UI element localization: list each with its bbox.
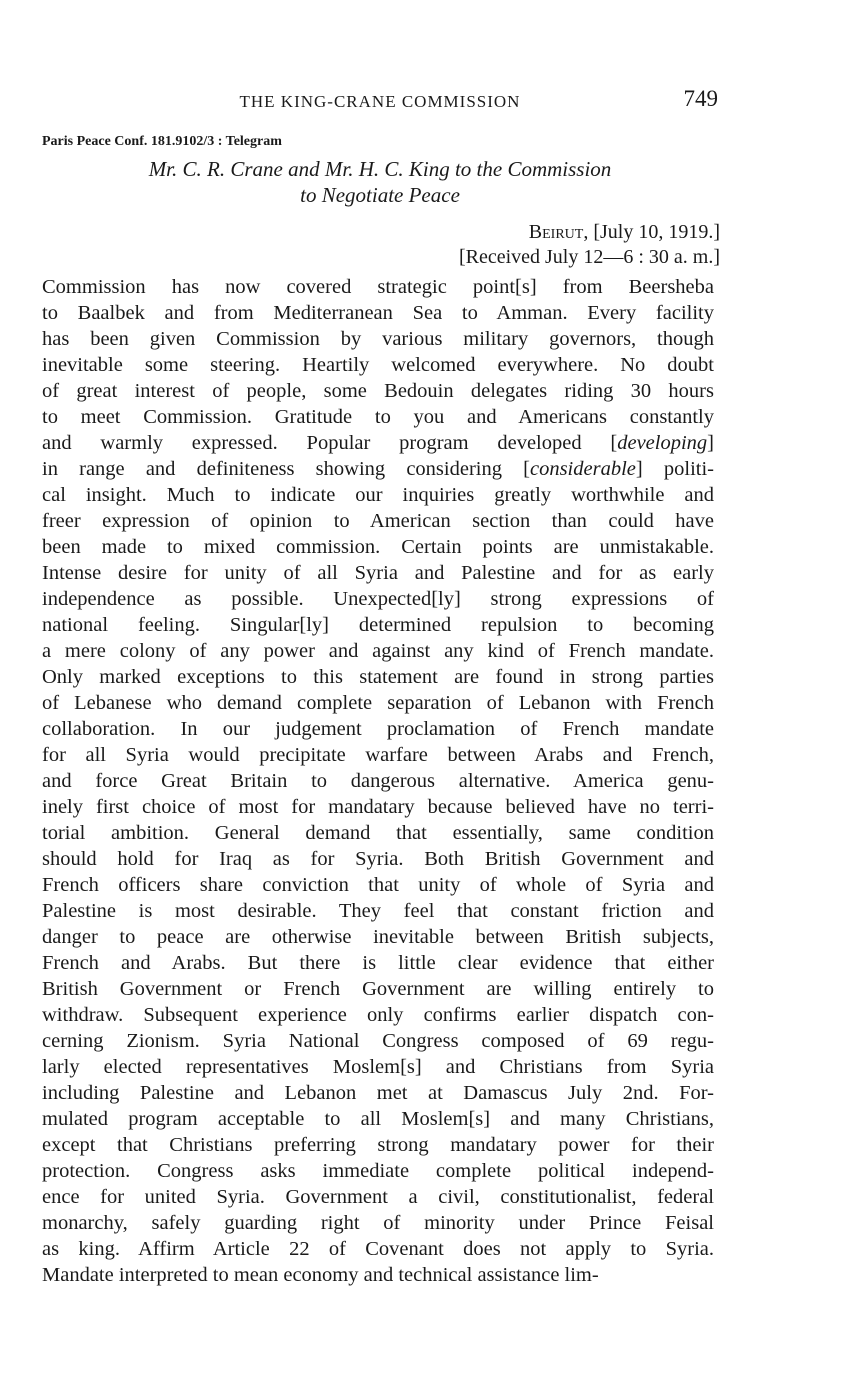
body-line: Mandate interpreted to mean economy and technical assistance lim- xyxy=(42,1264,599,1286)
body-line: except that Christians preferring strong mandatary power for their xyxy=(42,1134,714,1156)
body-line: and force Great Britain to dangerous alternative. America genu- xyxy=(42,770,714,792)
body-line: national feeling. Singular[ly] determined repulsion to becoming xyxy=(42,614,714,636)
dateline-place: Beirut xyxy=(528,221,584,243)
dateline-date: , [July 10, 1919.] xyxy=(583,221,720,243)
body-line: should hold for Iraq as for Syria. Both British Government and xyxy=(42,848,714,870)
body-line: British Government or French Government are willing entirely to xyxy=(42,978,714,1000)
body-line: larly elected representatives Moslem[s] and Christians from Syria xyxy=(42,1056,714,1078)
body-line: in range and definiteness showing considering [considerable] politi- xyxy=(42,458,715,480)
body-line: mulated program acceptable to all Moslem[s] and many Christians, xyxy=(42,1108,714,1130)
body-line: French and Arabs. But there is little clear evidence that either xyxy=(42,952,714,974)
body-line: has been given Commission by various military governors, though xyxy=(42,328,714,350)
body-line: as king. Affirm Article 22 of Covenant does not apply to Syria. xyxy=(42,1238,714,1260)
body-line: cerning Zionism. Syria National Congress composed of 69 regu- xyxy=(42,1030,714,1052)
body-line: ence for united Syria. Government a civil, constitutionalist, federal xyxy=(42,1186,714,1208)
body-line: monarchy, safely guarding right of minority under Prince Feisal xyxy=(42,1212,714,1234)
running-head xyxy=(42,84,718,114)
body-line: collaboration. In our judgement proclamation of French mandate xyxy=(42,718,714,740)
body-line: to Baalbek and from Mediterranean Sea to Amman. Every facility xyxy=(42,302,714,324)
body-line: torial ambition. General demand that essentially, same condition xyxy=(42,822,714,844)
body-line: been made to mixed commission. Certain points are unmistakable. xyxy=(42,536,714,558)
body-line: withdraw. Subsequent experience only confirms earlier dispatch con- xyxy=(42,1004,714,1026)
body-line: danger to peace are otherwise inevitable between British subjects, xyxy=(42,926,714,948)
document-title-line-1: Mr. C. R. Crane and Mr. H. C. King to the Commission xyxy=(148,157,612,181)
body-line: for all Syria would precipitate warfare between Arabs and French, xyxy=(42,744,714,766)
body-line: including Palestine and Lebanon met at Damascus July 2nd. For- xyxy=(42,1082,714,1104)
body-line: Intense desire for unity of all Syria and Palestine and for as early xyxy=(42,562,714,584)
dateline-sent xyxy=(320,220,720,245)
body-line: inevitable some steering. Heartily welcomed everywhere. No doubt xyxy=(42,354,714,376)
telegram-body xyxy=(42,274,714,1288)
dateline-received: [Received July 12—6 : 30 a. m.] xyxy=(458,246,720,268)
source-note: Paris Peace Conf. 181.9102/3 : Telegram xyxy=(42,134,282,149)
page-number: 749 xyxy=(683,86,718,111)
body-line: independence as possible. Unexpected[ly] strong expressions of xyxy=(42,588,714,610)
body-line: of great interest of people, some Bedouin delegates riding 30 hours xyxy=(42,380,714,402)
body-line: freer expression of opinion to American section than could have xyxy=(42,510,714,532)
body-line: Only marked exceptions to this statement are found in strong parties xyxy=(42,666,714,688)
body-line: Palestine is most desirable. They feel that constant friction and xyxy=(42,900,714,922)
body-line: cal insight. Much to indicate our inquiries greatly worthwhile and xyxy=(42,484,714,506)
document-title-line-2: to Negotiate Peace xyxy=(300,183,460,207)
dateline xyxy=(320,220,720,270)
body-line: and warmly expressed. Popular program developed [developing] xyxy=(42,432,714,454)
body-line: of Lebanese who demand complete separation of Lebanon with French xyxy=(42,692,714,714)
body-line: Commission has now covered strategic point[s] from Beersheba xyxy=(42,276,714,298)
body-line: to meet Commission. Gratitude to you and Americans constantly xyxy=(42,406,714,428)
body-line: protection. Congress asks immediate complete political independ- xyxy=(42,1160,714,1182)
running-title: THE KING-CRANE COMMISSION xyxy=(239,92,521,111)
document-title xyxy=(42,156,718,208)
body-line: a mere colony of any power and against any kind of French mandate. xyxy=(42,640,714,662)
body-line: inely first choice of most for mandatary because believed have no terri- xyxy=(42,796,714,818)
body-line: French officers share conviction that unity of whole of Syria and xyxy=(42,874,714,896)
